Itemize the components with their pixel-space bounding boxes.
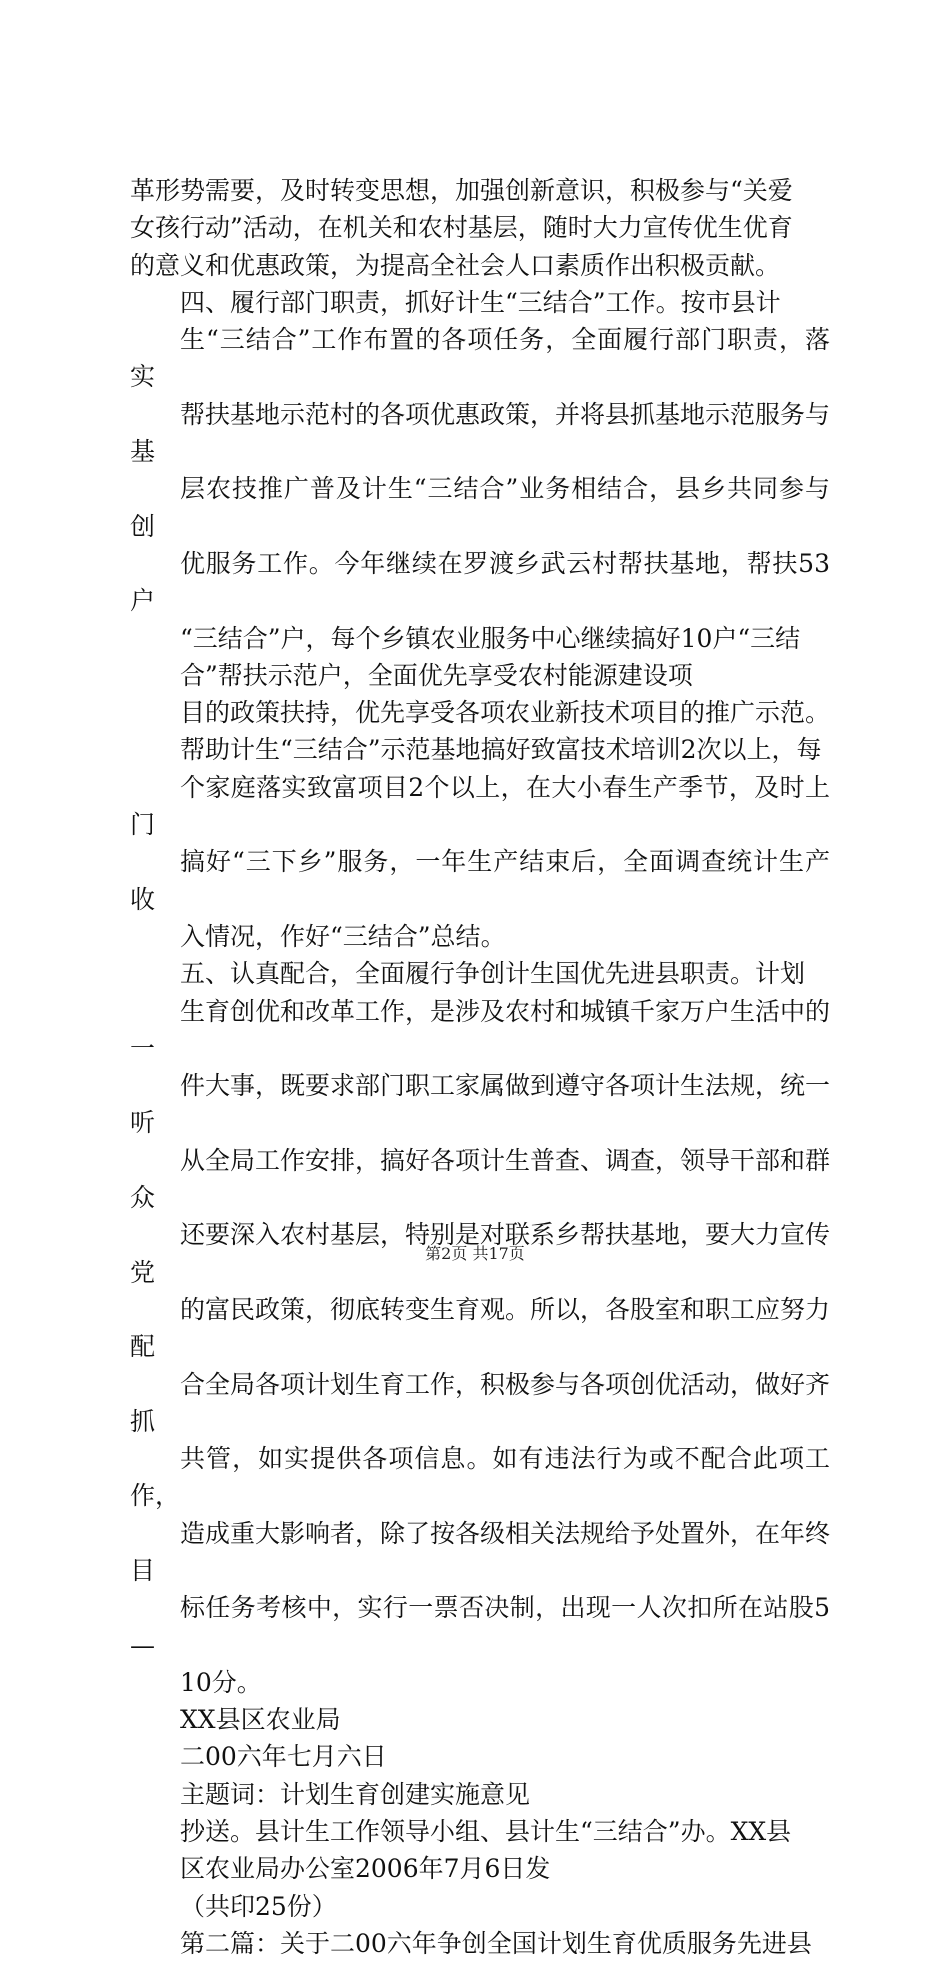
text-line: 优服务工作。今年继续在罗渡乡武云村帮扶基地，帮扶53户 (130, 548, 830, 616)
text-line: 层农技推广普及计生“三结合”业务相结合，县乡共同参与创 (130, 474, 830, 541)
text-line: 帮助计生“三结合”示范基地搞好致富技术培训2次以上，每 (180, 735, 822, 765)
text-line: 四、履行部门职责，抓好计生“三结合”工作。按市县计 (180, 287, 781, 317)
text-line: 第二篇：关于二00六年争创全国计划生育优质服务先进县 (180, 1928, 812, 1958)
text-line: 件大事，既要求部门职工家属做到遵守各项计生法规，统一听 (130, 1071, 831, 1138)
text-line: 造成重大影响者，除了按各级相关法规给予处置外，在年终目 (130, 1518, 831, 1585)
paragraph (130, 694, 830, 955)
text-line: 搞好“三下乡”服务，一年生产结束后，全面调查统计生产收 (130, 847, 830, 914)
text-line: 抄送。县计生工作领导小组、县计生“三结合”办。XX县 (180, 1817, 792, 1847)
paragraph (130, 1701, 830, 1738)
text-line: 生育创优和改革工作，是涉及农村和城镇千家万户生活中的一 (130, 996, 831, 1063)
paragraph (130, 284, 830, 694)
page-footer: 第2页 共17页 (425, 1244, 525, 1263)
text-line: （共印25份） (180, 1891, 337, 1921)
paragraph (130, 1738, 830, 1775)
text-line: 帮扶基地示范村的各项优惠政策，并将县抓基地示范服务与基 (130, 399, 831, 467)
text-line: XX县区农业局 (180, 1705, 341, 1735)
paragraph (130, 955, 830, 1701)
text-line: 的富民政策，彻底转变生育观。所以，各股室和职工应努力配 (130, 1294, 831, 1362)
paragraph (130, 1776, 830, 1813)
text-line: 共管，如实提供各项信息。如有违法行为或不配合此项工作， (130, 1444, 830, 1511)
text-line: 个家庭落实致富项目2个以上，在大小春生产季节，及时上门 (130, 772, 830, 840)
text-line: 合”帮扶示范户，全面优先享受农村能源建设项 (180, 660, 693, 690)
text-line: 二00六年七月六日 (180, 1742, 387, 1772)
text-line: 五、认真配合，全面履行争创计生国优先进县职责。计划 (180, 959, 806, 989)
text-line: 10分。 (180, 1667, 262, 1697)
text-line: 的意义和优惠政策，为提高全社会人口素质作出积极贡献。 (130, 250, 781, 280)
text-line: 从全局工作安排，搞好各项计生普查、调查，领导干部和群众 (130, 1145, 831, 1213)
paragraph (130, 1813, 830, 1888)
text-line: “三结合”户，每个乡镇农业服务中心继续搞好10户“三结 (180, 623, 801, 653)
text-line: 入情况，作好“三结合”总结。 (180, 921, 506, 951)
paragraph (130, 1888, 830, 1925)
paragraph (130, 1925, 830, 1962)
text-line: 区农业局办公室2006年7月6日发 (180, 1854, 551, 1884)
text-line: 革形势需要，及时转变思想，加强创新意识，积极参与“关爱 (130, 176, 793, 205)
text-line: 生“三结合”工作布置的各项任务，全面履行部门职责，落实 (130, 325, 830, 392)
text-line: 主题词：计划生育创建实施意见 (180, 1779, 531, 1809)
text-line: 女孩行动”活动，在机关和农村基层，随时大力宣传优生优育 (130, 213, 793, 243)
text-line: 合全局各项计划生育工作，积极参与各项创优活动，做好齐抓 (130, 1369, 831, 1436)
document-body (130, 172, 830, 1962)
paragraph (130, 172, 830, 284)
text-line: 还要深入农村基层，特别是对联系乡帮扶基地，要大力宣传党 (130, 1220, 831, 1287)
text-line: 标任务考核中，实行一票否决制，出现一人次扣所在站股5— (130, 1593, 830, 1660)
text-line: 目的政策扶持，优先享受各项农业新技术项目的推广示范。 (180, 698, 831, 728)
